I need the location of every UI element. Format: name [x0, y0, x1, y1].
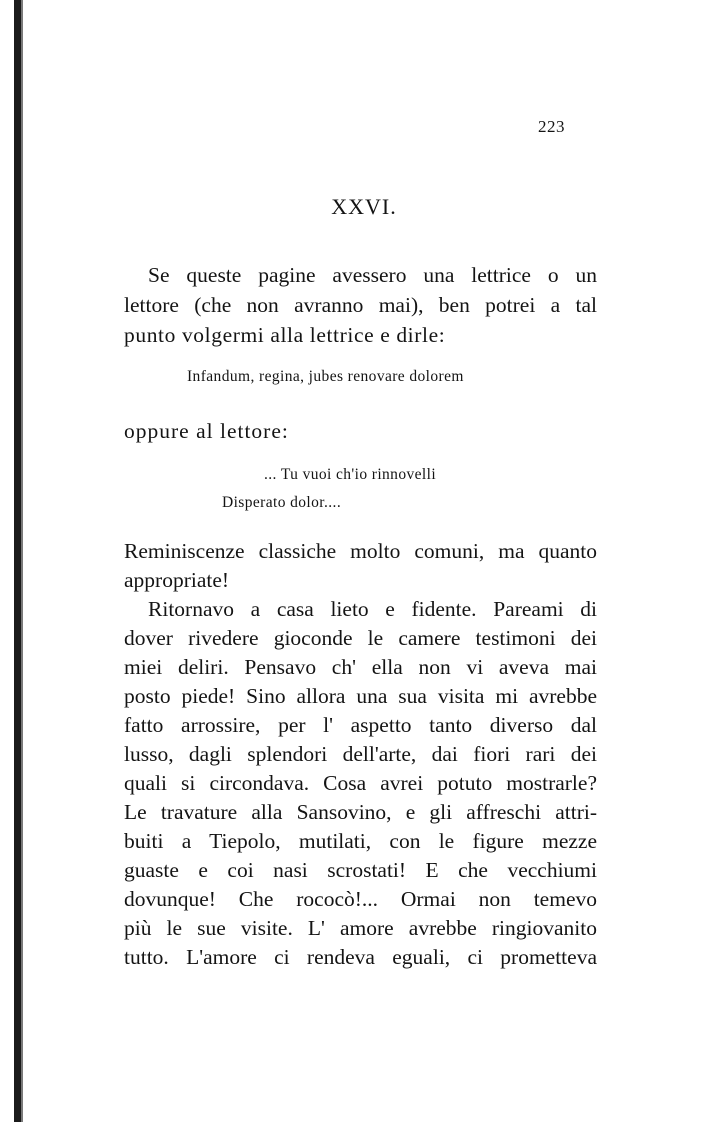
paragraph-line: più le sue visite. L' amore avrebbe ringiovanito: [124, 916, 597, 940]
paragraph-line: guaste e coi nasi scrostati! E che vecchiumi: [124, 858, 597, 882]
paragraph-line: Reminiscenze classiche molto comuni, ma quanto: [124, 539, 597, 563]
paragraph-line: punto volgermi alla lettrice e dirle:: [124, 323, 446, 347]
paragraph-line: Se queste pagine avessero una lettrice o un: [148, 263, 597, 287]
paragraph-line: Ritornavo a casa lieto e fidente. Pareami di: [148, 597, 597, 621]
paragraph-line: dover rivedere gioconde le camere testimoni dei: [124, 626, 597, 650]
italian-quote-line: ... Tu vuoi ch'io rinnovelli: [264, 466, 437, 483]
paragraph-line: buiti a Tiepolo, mutilati, con le figure mezze: [124, 829, 597, 853]
book-spine-shadow: [21, 0, 23, 1122]
paragraph-line: lusso, dagli splendori dell'arte, dai fiori rari dei: [124, 742, 597, 766]
latin-quote: Infandum, regina, jubes renovare dolorem: [187, 368, 464, 385]
page-number: 223: [538, 117, 565, 136]
chapter-title: XXVI.: [331, 194, 397, 219]
paragraph-line: oppure al lettore:: [124, 419, 289, 443]
paragraph-line: Le travature alla Sansovino, e gli affreschi attri-: [124, 800, 597, 824]
paragraph-line: fatto arrossire, per l' aspetto tanto diverso dal: [124, 713, 597, 737]
paragraph-line: dovunque! Che rococò!... Ormai non temevo: [124, 887, 597, 911]
book-spine-edge: [14, 0, 21, 1122]
paragraph-line: appropriate!: [124, 568, 230, 592]
paragraph-line: quali si circondava. Cosa avrei potuto mostrarle?: [124, 771, 597, 795]
paragraph-line: tutto. L'amore ci rendeva eguali, ci prometteva: [124, 945, 597, 969]
italian-quote-line: Disperato dolor....: [222, 494, 342, 511]
paragraph-line: miei deliri. Pensavo ch' ella non vi aveva mai: [124, 655, 597, 679]
paragraph-line: lettore (che non avranno mai), ben potrei a tal: [124, 293, 597, 317]
paragraph-line: posto piede! Sino allora una sua visita mi avrebbe: [124, 684, 597, 708]
